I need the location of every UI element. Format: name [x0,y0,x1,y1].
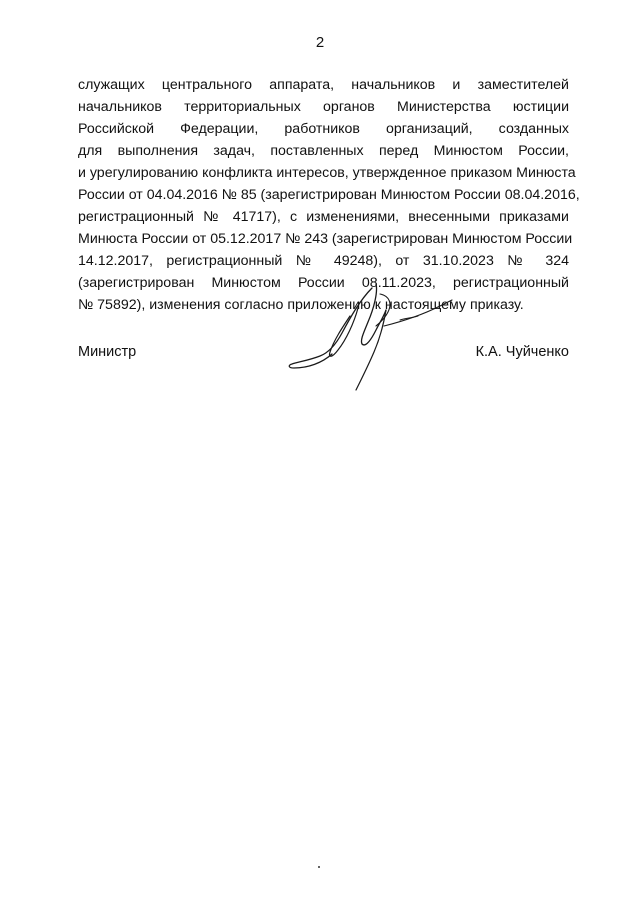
paragraph-line: Минюста России от 05.12.2017 № 243 (зарегистрирован Минюстом России [78,231,573,247]
signer-position: Министр [78,344,137,360]
paragraph-line: России от 04.04.2016 № 85 (зарегистрирован Минюстом России 08.04.2016, [78,187,580,203]
paragraph-line: для выполнения задач, поставленных перед Минюстом России, [78,143,569,159]
paragraph-line: № 75892), изменения согласно приложению к настоящему приказу. [78,297,524,313]
handwritten-signature [280,278,460,393]
paragraph-line: Российской Федерации, работников организаций, созданных [78,121,569,137]
paragraph-line: регистрационный № 41717), с изменениями, внесенными приказами [78,209,569,225]
scan-artifact [318,866,320,868]
page-number: 2 [315,34,325,51]
paragraph-line: 14.12.2017, регистрационный № 49248), от 31.10.2023 № 324 [78,253,569,269]
paragraph-line: (зарегистрирован Минюстом России 08.11.2023, регистрационный [78,275,569,291]
signer-name: К.А. Чуйченко [475,344,569,360]
paragraph-line: начальников территориальных органов Министерства юстиции [78,99,569,115]
paragraph-line: служащих центрального аппарата, начальников и заместителей [78,77,569,93]
paragraph-line: и урегулированию конфликта интересов, утвержденное приказом Минюста [78,165,576,181]
